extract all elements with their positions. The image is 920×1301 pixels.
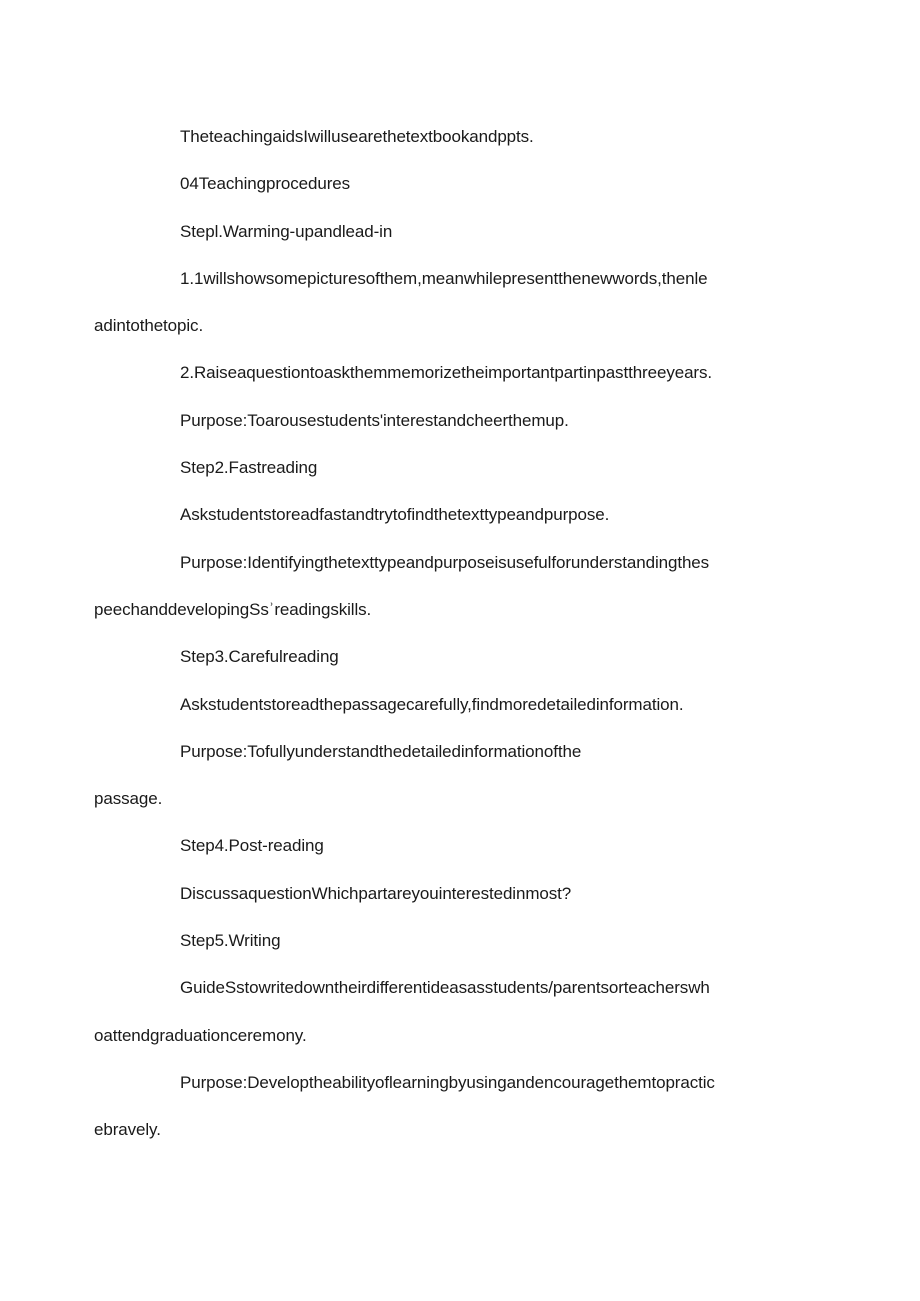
paragraph-step3-task: [137, 681, 782, 728]
paragraph-step1-purpose: [137, 397, 782, 444]
paragraph-line-continuation: passage.: [94, 789, 163, 809]
paragraph-line: TheteachingaidsIwillusearethetextbookandppts.: [180, 127, 534, 146]
paragraph-step4-task: [137, 870, 782, 917]
paragraph-step5-task: [94, 964, 782, 1059]
paragraph-step5-purpose: [94, 1059, 782, 1154]
paragraph-line: Step4.Post-reading: [180, 836, 324, 856]
paragraph-teaching-aids: [137, 113, 782, 160]
heading-step4: [137, 822, 782, 869]
heading-teaching-procedures: [137, 160, 782, 207]
paragraph-line: DiscussaquestionWhichpartareyouinterestedinmost?: [180, 883, 572, 903]
paragraph-line-continuation: peechanddevelopingSsʾreadingskills.: [94, 599, 372, 619]
heading-step1: [137, 208, 782, 255]
paragraph-line: 2.Raiseaquestiontoaskthemmemorizetheimportantpartinpastthreeyears.: [180, 363, 713, 383]
paragraph-step2-task: [137, 491, 782, 538]
paragraph-line: Step3.Carefulreading: [180, 647, 339, 667]
paragraph-step1-item2: [137, 349, 782, 396]
paragraph-line: Step5.Writing: [180, 931, 281, 951]
heading-step5: [137, 917, 782, 964]
paragraph-step3-purpose: [94, 728, 782, 823]
paragraph-line-continuation: adintothetopic.: [94, 316, 204, 336]
paragraph-line: Purpose:Toarousestudents'interestandcheerthemup.: [180, 410, 569, 430]
paragraph-line: Askstudentstoreadthepassagecarefully,findmoredetailedinformation.: [180, 694, 684, 714]
heading-step3: [137, 633, 782, 680]
paragraph-line: 1.1willshowsomepicturesofthem,meanwhilepresentthenewwords,thenle: [180, 268, 708, 288]
paragraph-step1-item1: [94, 255, 782, 350]
paragraph-line: Step2.Fastreading: [180, 458, 318, 478]
paragraph-line: Purpose:Identifyingthetexttypeandpurposeisusefulforunderstandingthes: [180, 552, 710, 572]
paragraph-line: 04Teachingprocedures: [180, 174, 351, 194]
paragraph-line: Purpose:Tofullyunderstandthedetailedinformationofthe: [180, 741, 582, 761]
paragraph-line-continuation: ebravely.: [94, 1120, 161, 1140]
paragraph-line: Purpose:Developtheabilityoflearningbyusingandencouragethemtopractic: [180, 1072, 715, 1092]
document-body: [94, 113, 782, 1154]
paragraph-line: Askstudentstoreadfastandtrytofindthetexttypeandpurpose.: [180, 505, 610, 525]
paragraph-step2-purpose: [94, 539, 782, 634]
paragraph-line: GuideSstowritedowntheirdifferentideasasstudents/parentsorteacherswh: [180, 978, 710, 998]
paragraph-line-continuation: oattendgraduationceremony.: [94, 1025, 307, 1045]
heading-step2: [137, 444, 782, 491]
paragraph-line: Stepl.Warming-upandlead-in: [180, 221, 393, 241]
